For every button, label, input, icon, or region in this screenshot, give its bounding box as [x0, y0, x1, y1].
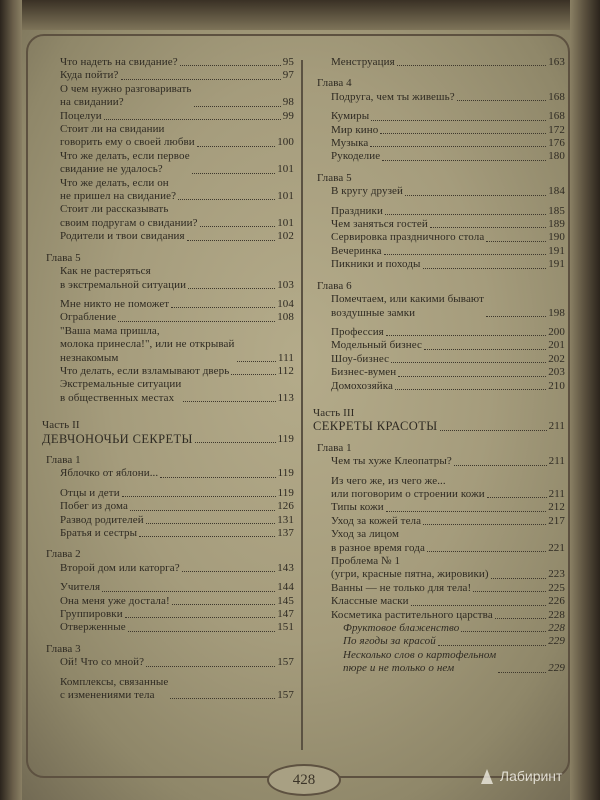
toc-entry: [42, 562, 294, 575]
dot-leader: [397, 65, 546, 66]
toc-entry: [42, 110, 294, 123]
dot-leader: [187, 240, 275, 241]
entry-page: 223: [548, 568, 565, 581]
entry-page: 97: [282, 69, 294, 82]
entry-page: 112: [277, 364, 294, 377]
entry-title: Ой! Что со мной?: [60, 656, 145, 669]
entry-title: Домохозяйка: [331, 379, 394, 392]
entry-page: 203: [548, 366, 565, 379]
entry-title: Группировки: [60, 608, 123, 621]
toc-entry: [313, 380, 565, 393]
entry-title: Побег из дома: [60, 500, 128, 513]
toc-entry: [42, 325, 294, 365]
entry-title: Отцы и дети: [60, 486, 120, 499]
heading-text: Глава 5: [46, 251, 81, 264]
entry-title: Развод родителей: [60, 513, 144, 526]
toc-entry: [313, 326, 565, 339]
toc-entry: [42, 500, 294, 513]
dot-leader: [178, 199, 275, 200]
entry-title: Шоу-бизнес: [331, 352, 390, 365]
dot-leader: [146, 666, 275, 667]
entry-title: Что же делать, если первое свидание не удалось?: [60, 149, 190, 176]
toc-entry: [42, 595, 294, 608]
entry-title: Поцелуи: [60, 109, 102, 122]
toc-entry: [313, 475, 565, 502]
entry-title: Фруктовое блаженство: [343, 622, 460, 635]
toc-entry: [313, 258, 565, 271]
entry-page: 101: [277, 216, 294, 229]
entry-title: "Ваша мама пришла, молока принесла!", или не открывай незнакомым: [60, 324, 235, 364]
dot-leader: [491, 578, 547, 579]
entry-page: 228: [548, 622, 565, 635]
dot-leader: [386, 511, 546, 512]
dot-leader: [197, 146, 275, 147]
dot-leader: [486, 316, 546, 317]
dot-leader: [423, 524, 546, 525]
toc-entry: [313, 231, 565, 244]
dot-leader: [231, 374, 275, 375]
book-edge-right: [570, 0, 600, 800]
entry-title: Ванны — не только для тела!: [331, 581, 472, 594]
toc-entry: [42, 203, 294, 230]
dot-leader: [188, 288, 275, 289]
toc-entry: [313, 185, 565, 198]
dot-leader: [160, 477, 275, 478]
dot-leader: [423, 268, 547, 269]
entry-title: Менструация: [331, 56, 395, 68]
toc-entry: [313, 110, 565, 123]
toc-entry: [313, 218, 565, 231]
part-heading: [42, 419, 294, 446]
entry-title: Комплексы, связанные с изменениями тела: [60, 675, 169, 702]
entry-page: 145: [277, 594, 294, 607]
entry-page: 225: [548, 581, 565, 594]
toc-entry: [313, 366, 565, 379]
dot-leader: [146, 523, 275, 524]
dot-leader: [398, 376, 546, 377]
dot-leader: [104, 119, 281, 120]
dot-leader: [486, 241, 546, 242]
entry-title: Сервировка праздничного стола: [331, 231, 485, 244]
toc-entry: [42, 514, 294, 527]
chapter-heading: [42, 252, 294, 265]
entry-page: 119: [277, 467, 294, 480]
entry-title: Чем ты хуже Клеопатры?: [331, 455, 452, 468]
entry-page: 163: [548, 56, 565, 68]
toc-entry: [313, 353, 565, 366]
chapter-heading: [313, 280, 565, 293]
dot-leader: [183, 401, 275, 402]
entry-page: 99: [282, 109, 294, 122]
toc-entry: [313, 501, 565, 514]
entry-page: 176: [548, 137, 565, 150]
toc-entry: [313, 150, 565, 163]
entry-page: 119: [277, 432, 294, 445]
entry-page: 180: [548, 150, 565, 163]
entry-title: Уход за кожей тела: [331, 514, 422, 527]
dot-leader: [430, 227, 546, 228]
toc-entry: [42, 56, 294, 69]
dot-leader: [200, 226, 276, 227]
entry-title: Чем заняться гостей: [331, 218, 428, 231]
heading-text: Глава 5: [317, 171, 352, 184]
part-title-entry: [42, 433, 294, 446]
column-divider: [301, 60, 303, 750]
entry-title: Профессия: [331, 325, 384, 338]
entry-page: 100: [277, 136, 294, 149]
entry-title: Кумиры: [331, 110, 370, 123]
entry-page: 190: [548, 231, 565, 244]
dot-leader: [454, 465, 547, 466]
toc-entry: [313, 555, 565, 582]
entry-page: 168: [548, 90, 565, 103]
entry-title: Несколько слов о картофельном пюре и не только о нем: [343, 648, 497, 675]
entry-page: 104: [277, 297, 294, 310]
chapter-heading: [313, 77, 565, 90]
chapter-heading: [42, 548, 294, 561]
toc-entry: [313, 595, 565, 608]
book-edge-left: [0, 0, 22, 800]
dot-leader: [172, 604, 275, 605]
toc-entry: [313, 293, 565, 320]
heading-text: Глава 2: [46, 548, 81, 561]
entry-title: Родители и твои свидания: [60, 230, 185, 243]
dot-leader: [438, 645, 546, 646]
entry-title: О чем нужно разговаривать на свидании?: [60, 82, 192, 109]
entry-page: 143: [277, 561, 294, 574]
entry-page: 126: [277, 500, 294, 513]
toc-entry: [313, 56, 565, 69]
toc-entry: [313, 515, 565, 528]
chapter-heading: [42, 454, 294, 467]
entry-title: Что надеть на свидание?: [60, 56, 178, 68]
toc-entry: [42, 123, 294, 150]
entry-page: 226: [548, 595, 565, 608]
dot-leader: [237, 361, 277, 362]
toc-entry: [313, 91, 565, 104]
entry-page: 217: [548, 514, 565, 527]
entry-title: Пикники и походы: [331, 258, 421, 271]
chapter-heading: [313, 442, 565, 455]
entry-page: 198: [548, 306, 565, 319]
dot-leader: [171, 307, 275, 308]
toc-entry: [42, 581, 294, 594]
entry-page: 144: [277, 581, 294, 594]
entry-page: 111: [278, 351, 294, 364]
entry-page: 221: [548, 541, 565, 554]
entry-page: 184: [548, 185, 565, 198]
entry-title: Проблема № 1 (угри, красные пятна, жировики): [331, 555, 489, 581]
entry-title: Рукоделие: [331, 150, 381, 163]
dot-leader: [118, 321, 275, 322]
part-heading: [313, 407, 565, 434]
entry-page: 202: [548, 352, 565, 365]
dot-leader: [170, 698, 275, 699]
entry-page: 210: [548, 379, 565, 392]
entry-page: 191: [548, 244, 565, 257]
entry-title: Куда пойти?: [60, 69, 119, 82]
dot-leader: [386, 335, 546, 336]
entry-page: 131: [277, 513, 294, 526]
dot-leader: [102, 591, 275, 592]
entry-title: Мне никто не поможет: [60, 297, 170, 310]
dot-leader: [195, 442, 276, 443]
entry-title: По ягоды за красой: [343, 635, 436, 648]
entry-page: 103: [277, 278, 294, 291]
entry-page: 113: [277, 391, 294, 404]
dot-leader: [371, 120, 546, 121]
entry-title: Ограбление: [60, 311, 117, 324]
entry-page: 201: [548, 339, 565, 352]
entry-title: Праздники: [331, 204, 383, 217]
entry-page: 101: [277, 163, 294, 176]
dot-leader: [380, 133, 546, 134]
heading-text: Часть III: [313, 406, 355, 419]
dot-leader: [194, 106, 281, 107]
toc-entry: [42, 365, 294, 378]
dot-leader: [139, 536, 275, 537]
entry-page: 151: [277, 621, 294, 634]
entry-title: Братья и сестры: [60, 527, 138, 539]
toc-entry: [313, 635, 565, 648]
entry-page: 229: [548, 662, 565, 675]
entry-page: 211: [548, 487, 565, 500]
toc-entry: [42, 83, 294, 110]
labyrinth-icon: [478, 768, 496, 786]
entry-title: ДЕВЧОНОЧЬИ СЕКРЕТЫ: [42, 431, 193, 446]
chapter-heading: [42, 643, 294, 656]
entry-title: Она меня уже достала!: [60, 594, 170, 607]
heading-text: Глава 1: [317, 441, 352, 454]
dot-leader: [405, 195, 546, 196]
entry-title: Экстремальные ситуации в общественных местах: [60, 378, 182, 404]
entry-title: Стоит ли рассказывать своим подругам о свидании?: [60, 203, 198, 229]
toc-column-left: [42, 56, 294, 702]
toc-entry: [313, 455, 565, 468]
entry-page: 108: [277, 311, 294, 324]
toc-entry: [313, 124, 565, 137]
heading-text: Глава 4: [317, 77, 352, 90]
heading-text: Глава 3: [46, 642, 81, 655]
entry-page: 191: [548, 258, 565, 271]
toc-entry: [42, 69, 294, 82]
entry-title: Вечеринка: [331, 244, 382, 257]
heading-text: Глава 1: [46, 453, 81, 466]
dot-leader: [125, 617, 275, 618]
entry-title: Как не растеряться в экстремальной ситуации: [60, 265, 187, 291]
entry-page: 119: [277, 486, 294, 499]
entry-title: Бизнес-вумен: [331, 366, 397, 379]
heading-text: Глава 6: [317, 279, 352, 292]
toc-entry: [313, 245, 565, 258]
entry-title: Стоит ли на свидании говорить ему о своей любви: [60, 123, 195, 149]
entry-title: Что делать, если взламывают дверь: [60, 364, 230, 377]
dot-leader: [385, 214, 546, 215]
toc-entry: [313, 609, 565, 622]
entry-page: 157: [277, 656, 294, 669]
toc-entry: [42, 177, 294, 204]
entry-title: Музыка: [331, 137, 369, 150]
dot-leader: [391, 362, 546, 363]
dot-leader: [180, 65, 281, 66]
toc-entry: [42, 467, 294, 480]
dot-leader: [411, 605, 547, 606]
toc-entry: [42, 487, 294, 500]
page-number: 428: [267, 764, 341, 796]
dot-leader: [121, 79, 281, 80]
toc-entry: [313, 649, 565, 676]
entry-page: 172: [548, 123, 565, 136]
entry-page: 137: [277, 527, 294, 539]
dot-leader: [192, 173, 275, 174]
toc-entry: [42, 150, 294, 177]
entry-title: Мир кино: [331, 123, 379, 136]
dot-leader: [427, 551, 546, 552]
entry-page: 168: [548, 110, 565, 123]
toc-entry: [42, 298, 294, 311]
entry-title: Косметика растительного царства: [331, 608, 493, 621]
entry-title: Второй дом или каторга?: [60, 561, 180, 574]
dot-leader: [473, 591, 546, 592]
entry-title: Классные маски: [331, 595, 409, 608]
entry-title: В кругу друзей: [331, 185, 404, 198]
entry-title: СЕКРЕТЫ КРАСОТЫ: [313, 419, 438, 434]
dot-leader: [457, 100, 546, 101]
entry-title: Типы кожи: [331, 501, 384, 514]
entry-page: 185: [548, 204, 565, 217]
watermark-text: Лабиринт: [499, 768, 563, 784]
entry-page: 212: [548, 501, 565, 514]
dot-leader: [384, 254, 547, 255]
entry-title: Яблочко от яблони...: [60, 467, 159, 480]
dot-leader: [130, 510, 275, 511]
entry-page: 101: [277, 190, 294, 203]
toc-entry: [313, 137, 565, 150]
part-title-entry: [313, 420, 565, 433]
entry-title: Подруга, чем ты живешь?: [331, 90, 455, 103]
toc-entry: [42, 621, 294, 634]
entry-title: Помечтаем, или какими бывают воздушные замки: [331, 293, 485, 319]
dot-leader: [498, 672, 546, 673]
entry-page: 147: [277, 608, 294, 621]
entry-title: Уход за лицом в разное время года: [331, 528, 425, 554]
toc-entry: [313, 528, 565, 555]
entry-title: Отверженные: [60, 621, 126, 634]
dot-leader: [495, 618, 546, 619]
entry-page: 189: [548, 218, 565, 231]
toc-entry: [42, 656, 294, 669]
toc-column-right: [313, 56, 565, 676]
dot-leader: [440, 430, 547, 431]
toc-entry: [42, 676, 294, 703]
entry-title: Что же делать, если он не пришел на свидание?: [60, 176, 177, 203]
entry-page: 211: [548, 455, 565, 468]
entry-page: 211: [548, 420, 565, 433]
watermark-logo: [478, 768, 562, 786]
dot-leader: [182, 571, 275, 572]
heading-text: Часть II: [42, 419, 80, 432]
toc-entry: [313, 205, 565, 218]
toc-entry: [313, 339, 565, 352]
dot-leader: [128, 631, 275, 632]
entry-page: 95: [282, 56, 294, 68]
entry-page: 228: [548, 608, 565, 621]
toc-entry: [313, 582, 565, 595]
toc-entry: [42, 230, 294, 243]
entry-page: 200: [548, 325, 565, 338]
entry-title: Учителя: [60, 581, 101, 594]
entry-page: 102: [277, 230, 294, 243]
dot-leader: [424, 349, 546, 350]
toc-entry: [42, 265, 294, 292]
dot-leader: [370, 146, 546, 147]
dot-leader: [382, 160, 546, 161]
toc-entry: [42, 311, 294, 324]
book-edge-top: [0, 0, 600, 30]
entry-title: Из чего же, из чего же... или поговорим о строении кожи: [331, 474, 485, 500]
toc-entry: [313, 622, 565, 635]
toc-entry: [42, 378, 294, 405]
entry-title: Модельный бизнес: [331, 339, 422, 352]
dot-leader: [487, 497, 547, 498]
entry-page: 157: [277, 689, 294, 702]
toc-entry: [42, 608, 294, 621]
dot-leader: [395, 389, 546, 390]
toc-entry: [42, 527, 294, 540]
entry-page: 98: [282, 96, 294, 109]
dot-leader: [122, 496, 276, 497]
dot-leader: [461, 631, 546, 632]
entry-page: 229: [548, 635, 565, 648]
chapter-heading: [313, 172, 565, 185]
